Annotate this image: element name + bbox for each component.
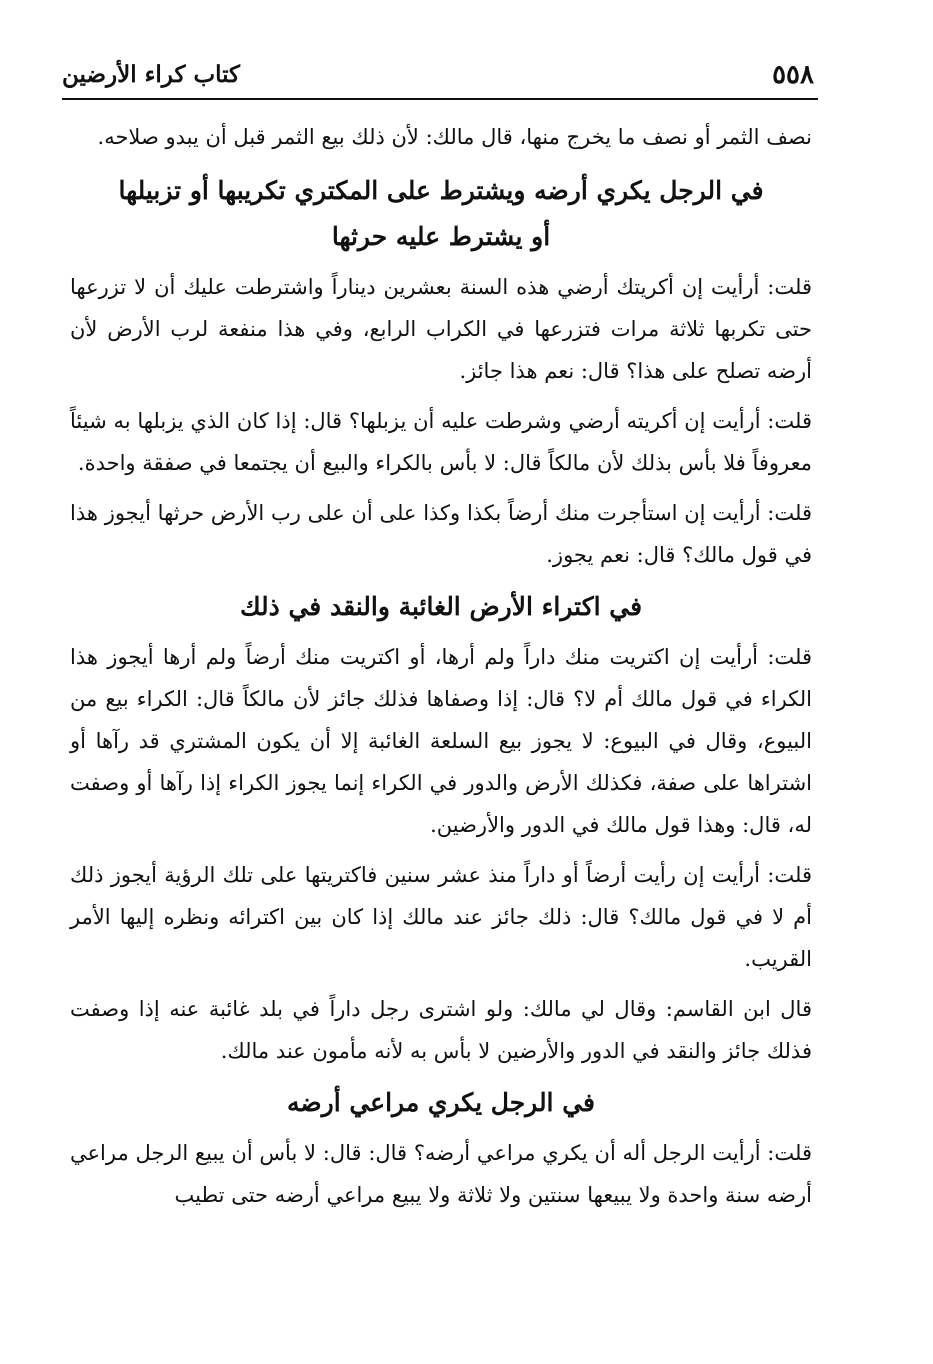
page-body bbox=[70, 116, 812, 1224]
paragraph-unseen-rental: قلت: أرأيت إن اكتريت منك داراً ولم أرها، أو اكتريت منك أرضاً ولم أرها أيجوز هذا الكراء في قول مالك أم لا؟ قال: إذا وصفاها فذلك جائز لأن مالكاً قال: الكراء بيع من البيوع، وقال في البيوع: لا يجوز بيع السلعة الغائبة إلا أن يكون المشتري قد رآها أو اشتراها على صفة، فكذلك الأرض والدور في الكراء إنما يجوز الكراء إذا رآها أو وصفت له، قال: وهذا قول مالك في الدور والأرضين. bbox=[70, 645, 812, 837]
paragraph-old-viewing: قلت: أرأيت إن رأيت أرضاً أو داراً منذ عشر سنين فاكتريتها على تلك الرؤية أيجوز ذلك أم لا في قول مالك؟ قال: ذلك جائز عند مالك إذا كان بين اكترائه ونظره إليها الأمر القريب. bbox=[70, 863, 812, 971]
paragraph-tilling: قلت: أرأيت إن استأجرت منك أرضاً بكذا وكذا على أن على رب الأرض حرثها أيجوز هذا في قول مالك؟ قال: نعم يجوز. bbox=[70, 501, 812, 567]
section-heading-pastures: في الرجل يكري مراعي أرضه bbox=[286, 1088, 595, 1117]
section-heading-line-2: أو يشترط عليه حرثها bbox=[331, 222, 551, 251]
paragraph-ibn-al-qasim: قال ابن القاسم: وقال لي مالك: ولو اشترى رجل داراً في بلد غائبة عنه إذا وصفت فذلك جائز والنقد في الدور والأرضين لا بأس به لأنه مأمون عند مالك. bbox=[70, 997, 812, 1063]
section-heading-line-1: في الرجل يكري أرضه ويشترط على المكتري تكريبها أو تزبيلها bbox=[118, 176, 764, 205]
paragraph-fertilizing: قلت: أرأيت إن أكريته أرضي وشرطت عليه أن يزبلها؟ قال: إذا كان الذي يزبلها به شيئاً معروفاً فلا بأس بذلك لأن مالكاً قال: لا بأس بالكراء والبيع أن يجتمعا في صفقة واحدة. bbox=[70, 409, 812, 475]
section-heading-absent-land: في اكتراء الأرض الغائبة والنقد في ذلك bbox=[239, 592, 643, 621]
running-header bbox=[62, 52, 814, 98]
book-title: كتاب كراء الأرضين bbox=[62, 61, 241, 88]
paragraph-pastures: قلت: أرأيت الرجل أله أن يكري مراعي أرضه؟ قال: قال: لا بأس أن يبيع الرجل مراعي أرضه سنة واحدة ولا يبيعها سنتين ولا ثلاثة ولا يبيع مراعي أرضه حتى تطيب bbox=[70, 1141, 812, 1207]
paragraph-ploughing: قلت: أرأيت إن أكريتك أرضي هذه السنة بعشرين ديناراً واشترطت عليك أن لا تزرعها حتى تكربها ثلاثة مرات فتزرعها في الكراب الرابع، وفي هذا منفعة لرب الأرض لأن أرضه تصلح على هذا؟ قال: نعم هذا جائز. bbox=[70, 275, 812, 383]
page-number: ٥٥٨ bbox=[772, 60, 814, 90]
header-divider bbox=[62, 98, 818, 100]
paragraph-continued: نصف الثمر أو نصف ما يخرج منها، قال مالك: لأن ذلك بيع الثمر قبل أن يبدو صلاحه. bbox=[97, 125, 812, 149]
section-heading-fertilizing bbox=[70, 168, 812, 260]
